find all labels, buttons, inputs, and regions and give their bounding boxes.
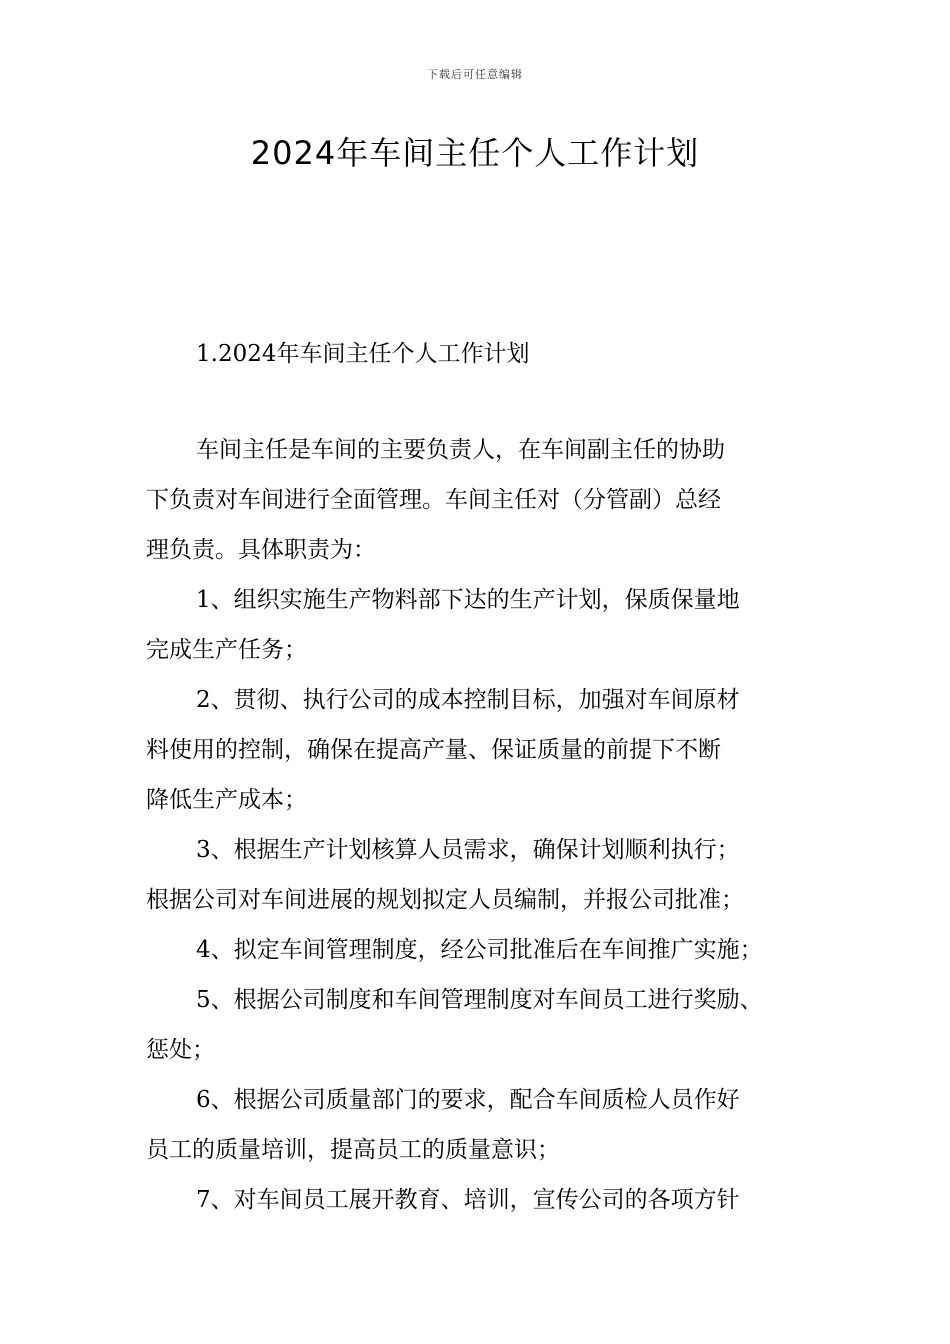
body-line: 下负责对车间进行全面管理。车间主任对（分管副）总经	[146, 487, 721, 513]
body-line: 6、根据公司质量部门的要求，配合车间质检人员作好	[196, 1087, 740, 1113]
body-line: 7、对车间员工展开教育、培训，宣传公司的各项方针	[196, 1187, 740, 1213]
body-line: 员工的质量培训，提高员工的质量意识；	[146, 1137, 560, 1163]
body-line: 理负责。具体职责为：	[146, 537, 376, 563]
body-line: 根据公司对车间进展的规划拟定人员编制，并报公司批准；	[146, 887, 744, 913]
document-body	[146, 432, 806, 1232]
section-subtitle: 1.2024年车间主任个人工作计划	[196, 341, 530, 367]
document-title: 2024年车间主任个人工作计划	[250, 134, 700, 172]
body-line: 车间主任是车间的主要负责人，在车间副主任的协助	[196, 437, 725, 463]
header-note: 下载后可任意编辑	[427, 68, 523, 81]
body-line: 5、根据公司制度和车间管理制度对车间员工进行奖励、	[196, 987, 763, 1013]
body-line: 2、贯彻、执行公司的成本控制目标，加强对车间原材	[196, 687, 740, 713]
body-line: 4、拟定车间管理制度，经公司批准后在车间推广实施；	[196, 937, 763, 963]
body-line: 降低生产成本；	[146, 787, 307, 813]
body-line: 3、根据生产计划核算人员需求，确保计划顺利执行；	[196, 837, 740, 863]
body-line: 惩处；	[146, 1037, 215, 1063]
body-line: 料使用的控制，确保在提高产量、保证质量的前提下不断	[146, 737, 721, 763]
body-line: 1、组织实施生产物料部下达的生产计划，保质保量地	[196, 587, 740, 613]
body-line: 完成生产任务；	[146, 637, 307, 663]
